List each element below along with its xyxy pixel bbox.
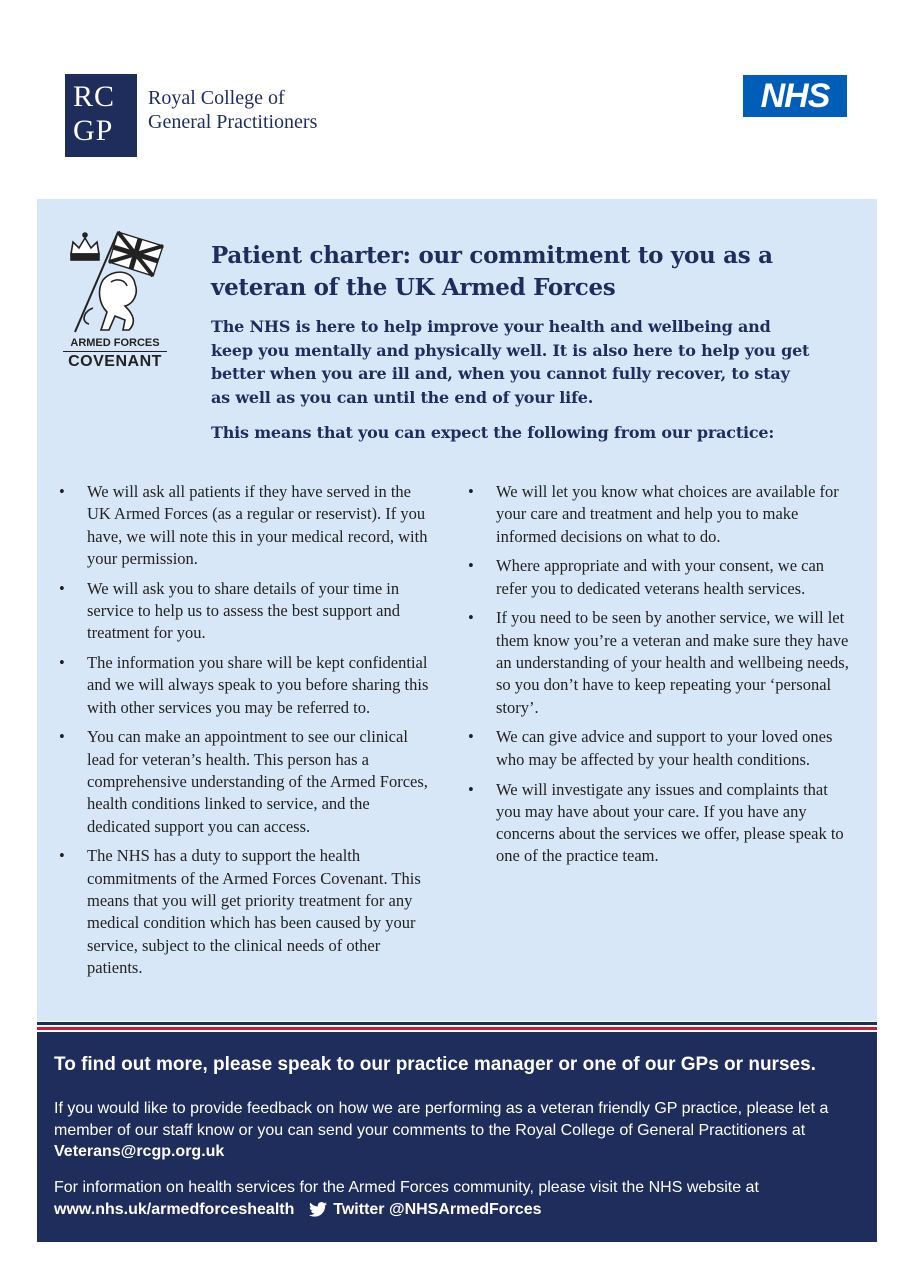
bullet-icon: • bbox=[468, 608, 474, 628]
list-item bbox=[465, 779, 850, 868]
bullet-icon: • bbox=[59, 482, 65, 501]
list-item bbox=[56, 652, 432, 719]
list-item bbox=[465, 481, 850, 548]
list-item-text: We will investigate any issues and complaints that you may have about your care. If you have any concerns about the services we offer, please speak to one of the practice team. bbox=[496, 779, 844, 866]
bullet-icon: • bbox=[468, 556, 474, 576]
list-item-text: The information you share will be kept confidential and we will always speak to you before sharing this with other services you may be referred to. bbox=[87, 653, 429, 717]
twitter-icon bbox=[309, 1202, 327, 1217]
bullet-icon: • bbox=[59, 727, 65, 747]
rcgp-name bbox=[148, 86, 317, 134]
list-item bbox=[465, 726, 850, 771]
info-text: For information on health services for the Armed Forces community, please visit the NHS website at bbox=[54, 1179, 759, 1196]
rcgp-logo-letters-bottom: GP bbox=[73, 114, 114, 147]
commitments-left-list bbox=[56, 481, 432, 987]
list-item-text: The NHS has a duty to support the health commitments of the Armed Forces Covenant. This means that you will get priority treatment for any medical condition which has been caused by your service, subject to the clinical needs of other patients. bbox=[87, 846, 421, 977]
bullet-icon: • bbox=[59, 846, 65, 866]
charter-intro: The NHS is here to help improve your health and wellbeing and keep you mentally and physically well. It is also here to help you get better when you are ill and, when you cannot fully recover, to stay as well as you can until the end of your life. bbox=[211, 317, 810, 407]
covenant-label-top: ARMED FORCES bbox=[70, 337, 160, 349]
list-item bbox=[56, 578, 432, 645]
commitments-right-list bbox=[465, 481, 850, 875]
footer-panel bbox=[37, 1032, 877, 1242]
covenant-label-bottom: COVENANT bbox=[68, 353, 162, 370]
nhs-armed-forces-link[interactable]: www.nhs.uk/armedforceshealth bbox=[54, 1201, 295, 1218]
crown-icon bbox=[71, 233, 99, 260]
feedback-paragraph bbox=[54, 1098, 864, 1163]
list-item-text: Where appropriate and with your consent, we can refer you to dedicated veterans health services. bbox=[496, 556, 825, 598]
nhs-logo: NHS bbox=[743, 75, 847, 117]
rcgp-name-line-2: General Practitioners bbox=[148, 111, 318, 133]
charter-title: Patient charter: our commitment to you as a veteran of the UK Armed Forces bbox=[211, 242, 773, 301]
list-item bbox=[56, 726, 432, 837]
list-item-text: You can make an appointment to see our clinical lead for veteran’s health. This person has a comprehensive understanding of the Armed Forces, health conditions linked to service, and the dedicated support you can access. bbox=[87, 727, 428, 836]
rcgp-name-line-1: Royal College of bbox=[148, 87, 285, 109]
covenant-divider bbox=[63, 351, 167, 352]
feedback-email-link[interactable]: Veterans@rcgp.org.uk bbox=[54, 1143, 225, 1160]
list-item bbox=[465, 555, 850, 600]
rcgp-logo-letters-top: RC bbox=[73, 80, 116, 113]
bullet-icon: • bbox=[59, 653, 65, 673]
bullet-icon: • bbox=[468, 779, 474, 799]
twitter-handle-link[interactable]: Twitter @NHSArmedForces bbox=[333, 1201, 542, 1218]
list-item-text: We will let you know what choices are available for your care and treatment and help you to make informed decisions on what to do. bbox=[496, 482, 839, 546]
charter-expect: This means that you can expect the following from our practice: bbox=[211, 423, 775, 442]
list-item-text: We will ask you to share details of your time in service to help us to assess the best support and treatment for you. bbox=[87, 578, 400, 643]
list-item bbox=[56, 845, 432, 979]
bullet-icon: • bbox=[59, 578, 65, 598]
feedback-text: If you would like to provide feedback on how we are performing as a veteran friendly GP practice, please let a member of our staff know or you can send your comments to the Royal College of General Practitioners at bbox=[54, 1100, 829, 1139]
list-item bbox=[465, 607, 850, 718]
bullet-icon: • bbox=[468, 482, 474, 501]
list-item-text: We will ask all patients if they have served in the UK Armed Forces (as a regular or reservist). If you have, we will note this in your medical record, with your permission. bbox=[87, 482, 428, 568]
list-item bbox=[56, 481, 432, 570]
lion-icon bbox=[84, 272, 136, 330]
info-paragraph bbox=[54, 1177, 864, 1221]
list-item-text: If you need to be seen by another service, we will let them know you’re a veteran and make sure they have an understanding of your health and wellbeing needs, so you don’t have to keep repeating your ‘personal story’. bbox=[496, 608, 849, 717]
footer-heading: To find out more, please speak to our practice manager or one of our GPs or nurses. bbox=[54, 1054, 816, 1075]
bullet-icon: • bbox=[468, 727, 474, 747]
list-item-text: We can give advice and support to your loved ones who may be affected by your health conditions. bbox=[496, 727, 833, 769]
rcgp-logo bbox=[65, 74, 137, 157]
